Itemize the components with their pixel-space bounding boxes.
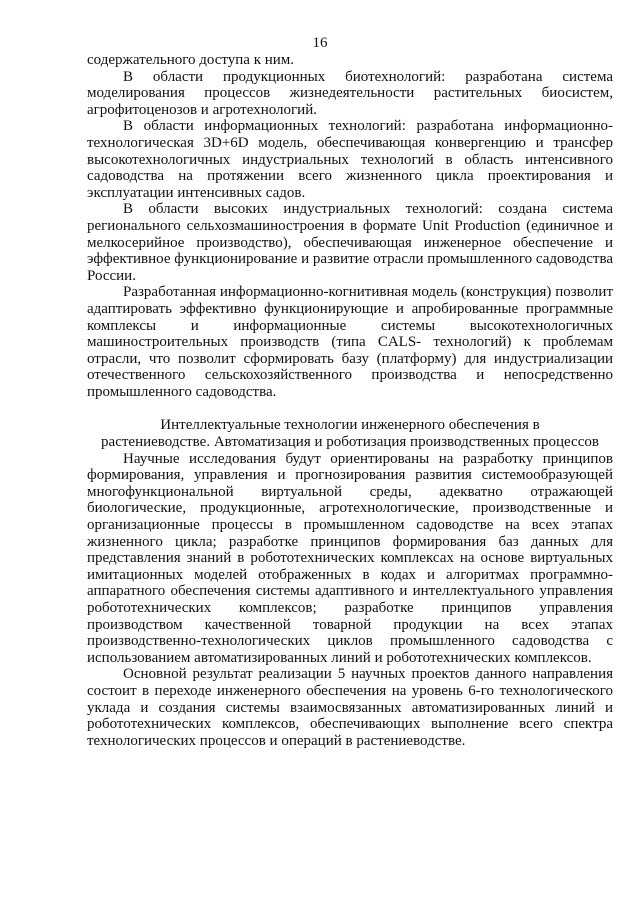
paragraph-continuation: содержательного доступа к ним. xyxy=(87,52,295,68)
paragraph-bioproduction: В области продукционных биотехнологий: разработана система моделирования процессов жизнедеятельности растительных биосистем, агрофитоценозов и агротехнологий. xyxy=(87,68,613,118)
paragraph-industrial-technology: В области высоких индустриальных технологий: создана система регионального сельхозмашиностроения в формате Unit Production (единичное и мелкосерийное производство), обеспечивающая инженерное обеспечение и эффективное функционирование и развитие отрасли промышленного садоводства России. xyxy=(87,201,613,284)
page-number: 16 xyxy=(312,35,328,51)
section-heading-line-2: растениеводстве. Автоматизация и роботизация производственных процессов xyxy=(101,434,599,451)
body-text xyxy=(87,52,613,749)
paragraph-information-technology: В области информационных технологий: разработана информационно-технологическая 3D+6D модель, обеспечивающая конвергенцию и трансфер высокотехнологичных индустриальных технологий в область интенсивного садоводства на протяжении всего жизненного цикла проектирования и эксплуатации интенсивных садов. xyxy=(87,118,613,201)
section-heading-line-1: Интеллектуальные технологии инженерного обеспечения в xyxy=(160,417,540,434)
paragraph-research-directions: Научные исследования будут ориентированы на разработку принципов формирования, управления и прогнозирования развития системообразующей многофункциональной виртуальной среды, адекватно отражающей биологические, продукционные, агротехнологические, производственные и организационные процессы в промышленном садоводстве на всех этапах жизненного цикла; разработке принципов формирования баз данных для представления знаний в робототехнических комплексах на основе виртуальных имитационных моделей отображенных в кодах и алгоритмах программно-аппаратного обеспечения системы адаптивного и интеллектуального управления робототехнических комплексов; разработке принципов управления производством качественной товарной продукции на всех этапах производственно-технологических циклов промышленного садоводства с использованием автоматизированных линий и робототехнических комплексов. xyxy=(87,450,613,666)
paragraph-main-result: Основной результат реализации 5 научных проектов данного направления состоит в переходе инженерного обеспечения на уровень 6-го технологического уклада и создания системы взаимосвязанных автоматизированных линий и робототехнических комплексов, обеспечивающих выполнение всего спектра технологических процессов и операций в растениеводстве. xyxy=(87,666,613,749)
paragraph-cognitive-model: Разработанная информационно-когнитивная модель (конструкция) позволит адаптировать эффективно функционирующие и апробированные программные комплексы и информационные системы высокотехнологичных машиностроительных производств (типа CALS- технологий) к проблемам отрасли, что позволит сформировать базу (платформу) для индустриализации отечественного сельскохозяйственного производства и непосредственно промышленного садоводства. xyxy=(87,284,613,400)
section-heading xyxy=(87,417,613,450)
